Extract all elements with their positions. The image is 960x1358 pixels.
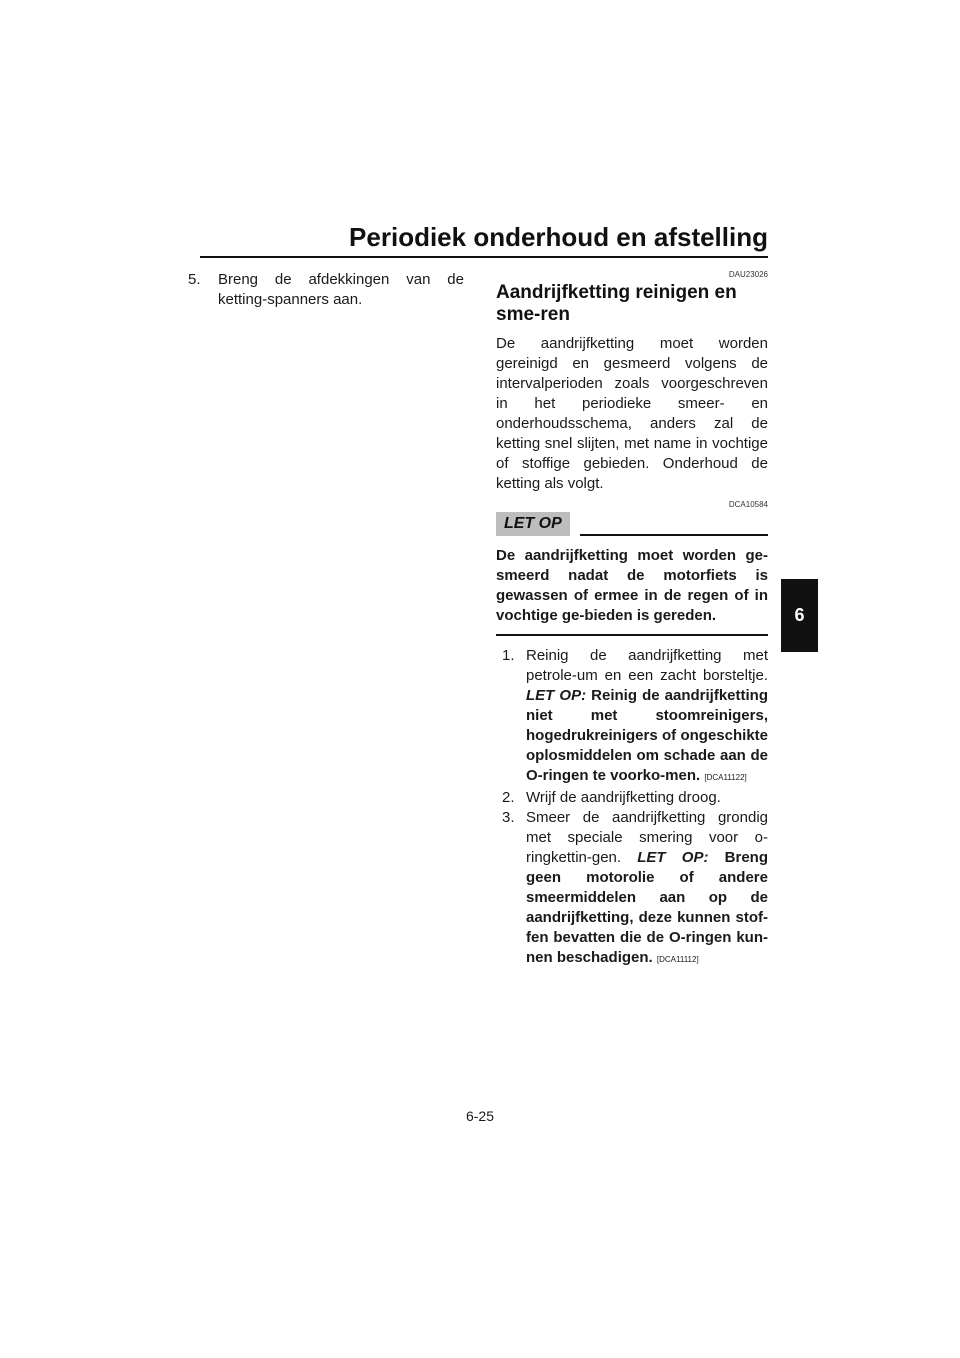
- section-code: DAU23026: [728, 270, 768, 279]
- title-rule: [200, 256, 768, 258]
- step-ref-code: [DCA11122]: [704, 773, 747, 782]
- caution-rule: [580, 534, 768, 536]
- caution-header: [496, 512, 768, 538]
- step-number: 2.: [502, 789, 515, 806]
- page-number: 6-25: [465, 1108, 495, 1124]
- list-item: [496, 808, 768, 970]
- step-note-text: Breng geen motorolie of andere smeermiddelen aan op de aandrijfketting, deze kunnen stof-fen bevatten die de O-ringen kun-nen beschadigen.: [526, 849, 769, 966]
- step-text: Smeer de aandrijfketting grondig met speciale smering voor o-ringkettin-gen.: [526, 809, 768, 866]
- step-note-text: Reinig de aandrijfketting niet met stoomreinigers, hogedrukreinigers of ongeschikte oplosmiddelen om schade aan de O-ringen te voorko-men.: [526, 687, 768, 784]
- section-intro: De aandrijfketting moet worden gereinigd en gesmeerd volgens de intervalperioden zoals voorgeschreven in het periodieke smeer- en onderhoudsschema, anders zal de ketting snel slijten, met name in vochtige of stoffige gebieden. Onderhoud de ketting als volgt.: [496, 335, 768, 492]
- chapter-tab: 6: [781, 579, 818, 652]
- step-number: 1.: [502, 647, 515, 664]
- step-note-label: LET OP:: [526, 687, 587, 704]
- step-number: 5.: [188, 271, 201, 288]
- step-text: Wrijf de aandrijfketting droog.: [526, 789, 721, 806]
- section-title: Aandrijfketting reinigen en sme-ren: [496, 282, 737, 325]
- step-text: Reinig de aandrijfketting met petrole-um en een zacht borsteltje.: [526, 647, 768, 684]
- page-title: Periodiek onderhoud en afstelling: [349, 222, 768, 252]
- left-column: [188, 270, 464, 310]
- caution-code: DCA10584: [728, 500, 768, 509]
- list-item: [496, 788, 768, 808]
- right-column: [496, 270, 768, 970]
- step-note-label: LET OP:: [637, 849, 709, 866]
- list-item: [496, 646, 768, 788]
- step-number: 3.: [502, 809, 515, 826]
- step-ref-code: [DCA11112]: [656, 955, 699, 964]
- caution-label: LET OP: [496, 512, 570, 536]
- steps-list: [496, 646, 768, 970]
- step-text: Breng de afdekkingen van de ketting-spanners aan.: [218, 271, 464, 308]
- caution-text: De aandrijfketting moet worden ge-smeerd nadat de motorfiets is gewassen of ermee in de regen of in vochtige ge-bieden is gereden.: [496, 546, 768, 636]
- list-item: [188, 270, 464, 310]
